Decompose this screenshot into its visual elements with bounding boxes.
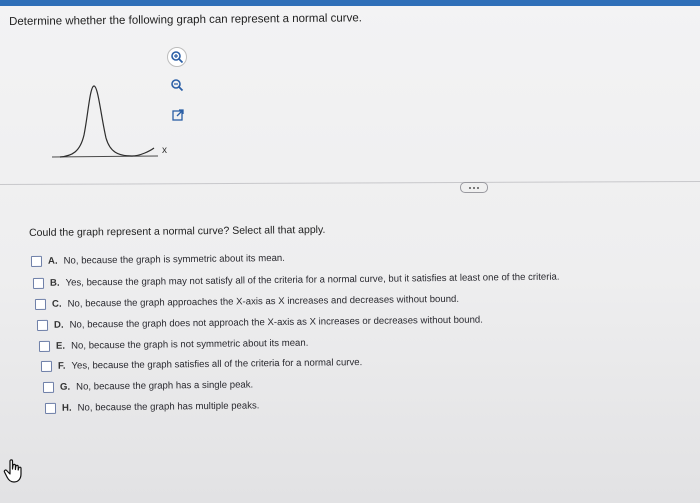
checkbox[interactable]: [33, 278, 44, 289]
option-letter: F.: [57, 360, 66, 372]
option-text: Yes, because the graph may not satisfy all of the criteria for a normal curve, but it satisfies at least one of the criteria.: [65, 271, 560, 289]
option-text: No, because the graph does not approach the X-axis as X increases or decreases without bound.: [69, 314, 483, 331]
top-accent-bar: [0, 0, 700, 6]
answer-prompt: Could the graph represent a normal curve? Select all that apply.: [29, 223, 326, 239]
checkbox[interactable]: [31, 256, 42, 267]
section-divider: [0, 181, 700, 185]
option-b[interactable]: [33, 272, 560, 289]
checkbox[interactable]: [35, 299, 46, 310]
dot-icon: [469, 187, 471, 189]
option-letter: A.: [47, 255, 58, 267]
dot-icon: [473, 187, 475, 189]
dot-icon: [477, 187, 479, 189]
question-text: Determine whether the following graph can represent a normal curve.: [9, 12, 362, 28]
option-e[interactable]: [39, 338, 308, 352]
option-letter: C.: [51, 298, 62, 310]
hand-cursor-icon: [2, 458, 26, 484]
option-text: Yes, because the graph satisfies all of the criteria for a normal curve.: [71, 357, 363, 372]
option-letter: D.: [53, 319, 64, 331]
zoom-in-icon[interactable]: [167, 47, 187, 67]
option-letter: G.: [59, 381, 71, 393]
bell-curve: [60, 86, 154, 157]
checkbox[interactable]: [37, 320, 48, 331]
option-d[interactable]: [37, 315, 483, 331]
option-h[interactable]: [45, 400, 260, 414]
checkbox[interactable]: [39, 341, 50, 352]
x-axis-label: x: [162, 145, 167, 156]
checkbox[interactable]: [43, 382, 54, 393]
checkbox[interactable]: [45, 403, 56, 414]
option-letter: H.: [61, 402, 72, 414]
option-text: No, because the graph is not symmetric about its mean.: [71, 337, 309, 352]
option-text: No, because the graph has multiple peaks.: [77, 400, 260, 414]
option-f[interactable]: [41, 357, 362, 372]
option-text: No, because the graph is symmetric about its mean.: [63, 252, 285, 267]
option-a[interactable]: [31, 253, 285, 267]
option-letter: E.: [55, 340, 66, 352]
option-text: No, because the graph has a single peak.: [76, 379, 254, 393]
option-letter: B.: [49, 277, 60, 289]
curve-graph: [50, 80, 180, 170]
checkbox[interactable]: [41, 361, 52, 372]
option-c[interactable]: [35, 294, 459, 310]
option-g[interactable]: [43, 379, 253, 393]
more-options-button[interactable]: [460, 182, 488, 193]
option-text: No, because the graph approaches the X-axis as X increases and decreases without bound.: [67, 293, 460, 310]
